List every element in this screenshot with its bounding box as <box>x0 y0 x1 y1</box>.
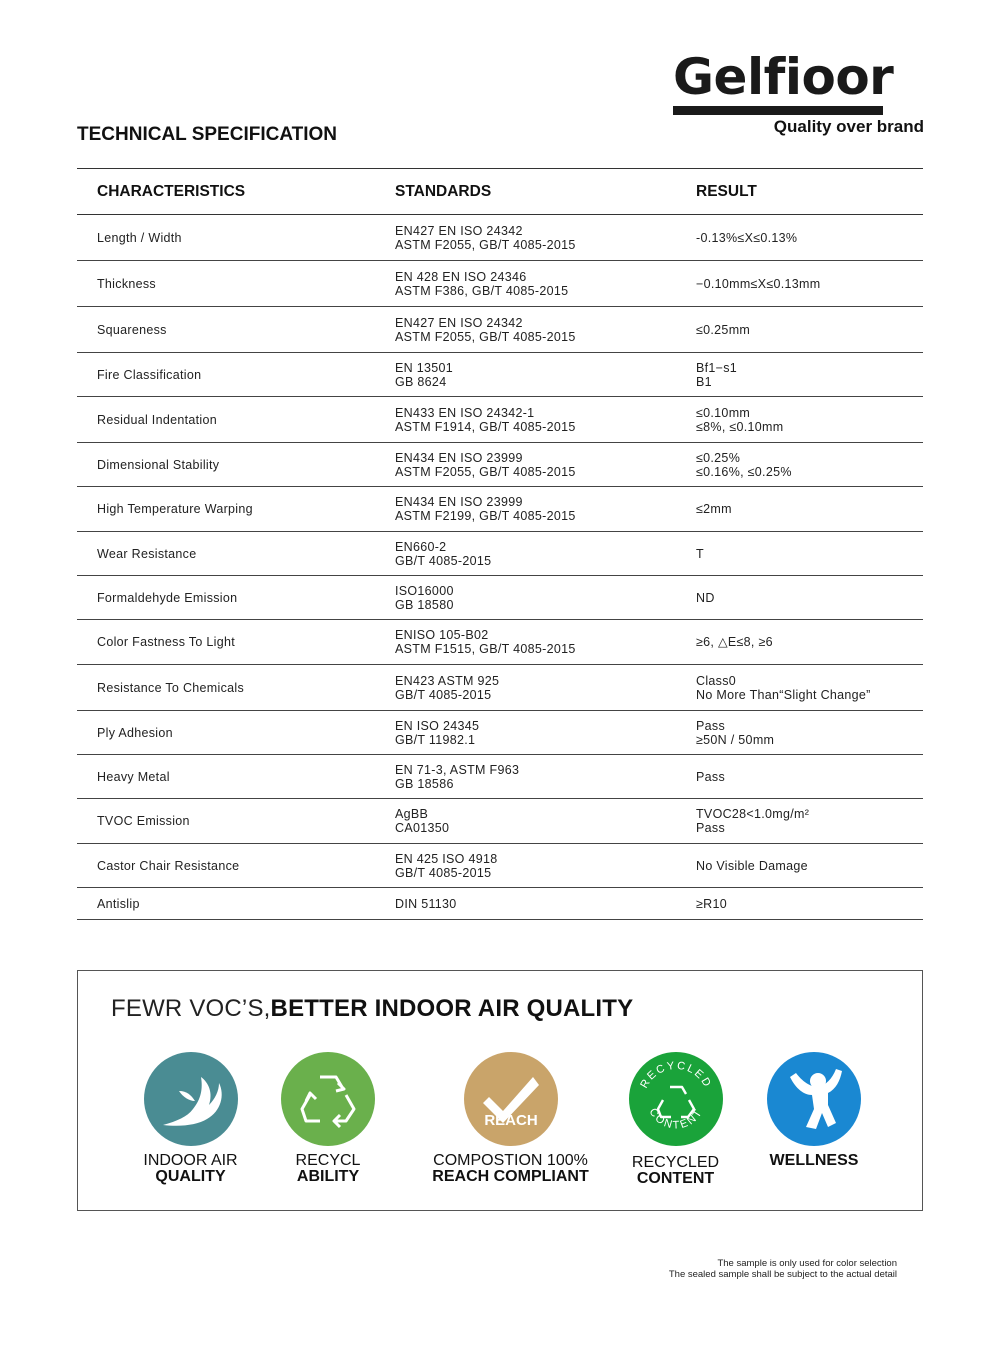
result-line: −0.10mm≤X≤0.13mm <box>696 276 821 291</box>
ring-top-text: RECYCLED <box>637 1059 714 1091</box>
brand-name: Gelfioor <box>673 48 894 106</box>
badge-label-line1: RECYCL <box>295 1152 361 1169</box>
cell-standards <box>395 224 696 252</box>
table-row <box>77 397 923 443</box>
brand-underline <box>673 106 883 115</box>
standard-line: ASTM F2055, GB/T 4085-2015 <box>395 464 576 479</box>
cell-characteristic: Length / Width <box>97 230 182 245</box>
table-row <box>77 620 923 665</box>
cell-standards <box>395 540 696 568</box>
standard-line: EN427 EN ISO 24342 <box>395 315 523 330</box>
reach-badge-text: REACH <box>483 1112 538 1129</box>
cell-result <box>696 451 923 479</box>
standard-line: GB 18586 <box>395 776 454 791</box>
standard-line: EN427 EN ISO 24342 <box>395 223 523 238</box>
badge-label-line2: REACH COMPLIANT <box>432 1168 589 1185</box>
result-line: ≤0.16%, ≤0.25% <box>696 464 792 479</box>
standard-line: ENISO 105-B02 <box>395 628 489 642</box>
result-line: No Visible Damage <box>696 858 808 873</box>
voc-title-regular: FEWR VOC’S, <box>111 995 271 1022</box>
cell-characteristic: Color Fastness To Light <box>97 635 235 649</box>
cell-standards <box>395 451 696 479</box>
cell-characteristic: Antislip <box>97 896 140 911</box>
cell-result <box>696 897 923 911</box>
cell-characteristic: Wear Resistance <box>97 546 197 561</box>
header-standards: STANDARDS <box>395 182 492 200</box>
table-row <box>77 353 923 397</box>
ring-bottom-text: CONTENT <box>645 1106 705 1132</box>
brand-logo <box>673 48 894 115</box>
standard-line: EN433 EN ISO 24342-1 <box>395 405 535 420</box>
standard-line: ASTM F386, GB/T 4085-2015 <box>395 283 569 298</box>
standard-line: ASTM F1914, GB/T 4085-2015 <box>395 419 576 434</box>
standard-line: GB 8624 <box>395 374 447 389</box>
footnote-line2: The sealed sample shall be subject to the actual detail <box>668 1269 897 1280</box>
cell-result <box>696 770 923 784</box>
footnote-line1: The sample is only used for color selection <box>717 1258 897 1269</box>
table-row <box>77 487 923 532</box>
result-line: Bf1−s1 <box>696 360 738 375</box>
result-line: ≤8%, ≤0.10mm <box>696 419 784 434</box>
badge-label-line1: COMPOSTION 100% <box>433 1152 588 1169</box>
table-row <box>77 576 923 620</box>
badge-label-line2: WELLNESS <box>769 1152 859 1169</box>
standard-line: AgBB <box>395 807 429 821</box>
cell-characteristic: Castor Chair Resistance <box>97 858 240 873</box>
table-row <box>77 307 923 353</box>
standard-line: DIN 51130 <box>395 896 457 911</box>
standard-line: EN 428 EN ISO 24346 <box>395 269 527 284</box>
voc-panel <box>77 970 923 1211</box>
table-row <box>77 888 923 920</box>
table-row <box>77 532 923 576</box>
wellness-person-icon <box>766 1051 862 1147</box>
table-row <box>77 215 923 261</box>
result-line: ND <box>696 590 715 605</box>
result-line: Pass <box>696 769 725 784</box>
voc-title-bold: BETTER INDOOR AIR QUALITY <box>270 995 634 1022</box>
standard-line: EN434 EN ISO 23999 <box>395 450 523 465</box>
standard-line: ASTM F2199, GB/T 4085-2015 <box>395 509 576 523</box>
cell-standards <box>395 628 696 656</box>
cell-result <box>696 859 923 873</box>
standard-line: EN423 ASTM 925 <box>395 673 500 688</box>
cell-result <box>696 277 923 291</box>
result-line: B1 <box>696 374 712 389</box>
standard-line: GB/T 4085-2015 <box>395 553 492 568</box>
result-line: ≥6, △E≤8, ≥6 <box>696 635 773 649</box>
cell-characteristic: Dimensional Stability <box>97 457 220 472</box>
cell-result <box>696 231 923 245</box>
cell-result <box>696 591 923 605</box>
badge-label-line1: INDOOR AIR <box>143 1152 238 1169</box>
cell-result <box>696 635 923 649</box>
checkmark-icon <box>463 1051 559 1147</box>
standard-line: GB/T 4085-2015 <box>395 687 492 702</box>
result-line: ≥R10 <box>696 896 727 911</box>
cell-characteristic: Resistance To Chemicals <box>97 680 245 695</box>
table-row <box>77 844 923 888</box>
header-result: RESULT <box>696 182 757 200</box>
table-row <box>77 755 923 799</box>
standard-line: ASTM F2055, GB/T 4085-2015 <box>395 329 576 344</box>
result-line: Class0 <box>696 673 737 688</box>
cell-standards <box>395 674 696 702</box>
header-characteristics: CHARACTERISTICS <box>97 182 246 200</box>
brand-tagline: Quality over brand <box>773 117 924 136</box>
badge-label-line2: QUALITY <box>155 1168 226 1185</box>
badge-label-line1: RECYCLED <box>631 1154 720 1171</box>
standard-line: ASTM F2055, GB/T 4085-2015 <box>395 237 576 252</box>
cell-result <box>696 361 923 389</box>
cell-result <box>696 502 923 516</box>
result-line: T <box>696 546 704 561</box>
cell-result <box>696 719 923 747</box>
cell-standards <box>395 763 696 791</box>
cell-characteristic: Residual Indentation <box>97 412 217 427</box>
cell-characteristic: Thickness <box>97 276 156 291</box>
result-line: -0.13%≤X≤0.13% <box>696 230 798 245</box>
cell-characteristic: Fire Classification <box>97 367 202 382</box>
cell-characteristic: TVOC Emission <box>97 814 190 828</box>
cell-standards <box>395 406 696 434</box>
result-line: ≤0.10mm <box>696 405 751 420</box>
table-row <box>77 711 923 755</box>
page-title: TECHNICAL SPECIFICATION <box>77 124 338 145</box>
standard-line: EN 71-3, ASTM F963 <box>395 762 520 777</box>
standard-line: GB/T 11982.1 <box>395 732 476 747</box>
badge-label-line2: CONTENT <box>636 1170 715 1187</box>
table-body <box>77 215 923 920</box>
table-row <box>77 443 923 487</box>
spec-table <box>77 168 923 920</box>
cell-result <box>696 547 923 561</box>
standard-line: EN ISO 24345 <box>395 718 480 733</box>
badge-recyclability <box>268 1051 388 1185</box>
badge-indoor-air <box>128 1051 253 1185</box>
result-line: ≤0.25mm <box>696 322 751 337</box>
cell-result <box>696 674 923 702</box>
cell-result <box>696 807 923 835</box>
badge-recycled-content <box>613 1051 738 1187</box>
cell-result <box>696 406 923 434</box>
cell-standards <box>395 361 696 389</box>
result-line: ≤2mm <box>696 502 732 516</box>
standard-line: CA01350 <box>395 821 450 835</box>
cell-characteristic: Formaldehyde Emission <box>97 590 238 605</box>
cell-standards <box>395 495 696 523</box>
standard-line: ISO16000 <box>395 583 454 598</box>
badge-reach <box>423 1051 598 1185</box>
footnote <box>669 1258 897 1280</box>
cell-characteristic: Heavy Metal <box>97 769 170 784</box>
result-line: ≤0.25% <box>696 450 741 465</box>
result-line: Pass <box>696 821 725 835</box>
standard-line: GB 18580 <box>395 597 454 612</box>
badge-wellness <box>754 1051 874 1169</box>
recycled-content-icon <box>628 1051 724 1147</box>
result-line: Pass <box>696 718 725 733</box>
result-line: TVOC28<1.0mg/m² <box>696 807 810 821</box>
standard-line: EN660-2 <box>395 539 447 554</box>
standard-line: EN 425 ISO 4918 <box>395 851 498 866</box>
cell-standards <box>395 807 696 835</box>
bird-icon <box>143 1051 239 1147</box>
result-line: No More Than“Slight Change” <box>696 687 871 702</box>
standard-line: EN 13501 <box>395 360 453 375</box>
cell-characteristic: Ply Adhesion <box>97 725 173 740</box>
badge-label-line2: ABILITY <box>296 1168 360 1185</box>
cell-standards <box>395 897 696 911</box>
recycle-icon <box>280 1051 376 1147</box>
table-row <box>77 799 923 844</box>
table-header <box>77 169 923 215</box>
table-row <box>77 665 923 711</box>
cell-characteristic: High Temperature Warping <box>97 502 253 516</box>
standard-line: EN434 EN ISO 23999 <box>395 495 523 509</box>
cell-result <box>696 323 923 337</box>
cell-standards <box>395 852 696 880</box>
table-row <box>77 261 923 307</box>
standard-line: ASTM F1515, GB/T 4085-2015 <box>395 642 576 656</box>
voc-title <box>111 995 633 1023</box>
cell-standards <box>395 584 696 612</box>
cell-characteristic: Squareness <box>97 322 167 337</box>
result-line: ≥50N / 50mm <box>696 732 775 747</box>
standard-line: GB/T 4085-2015 <box>395 865 492 880</box>
cell-standards <box>395 719 696 747</box>
cell-standards <box>395 316 696 344</box>
cell-standards <box>395 270 696 298</box>
